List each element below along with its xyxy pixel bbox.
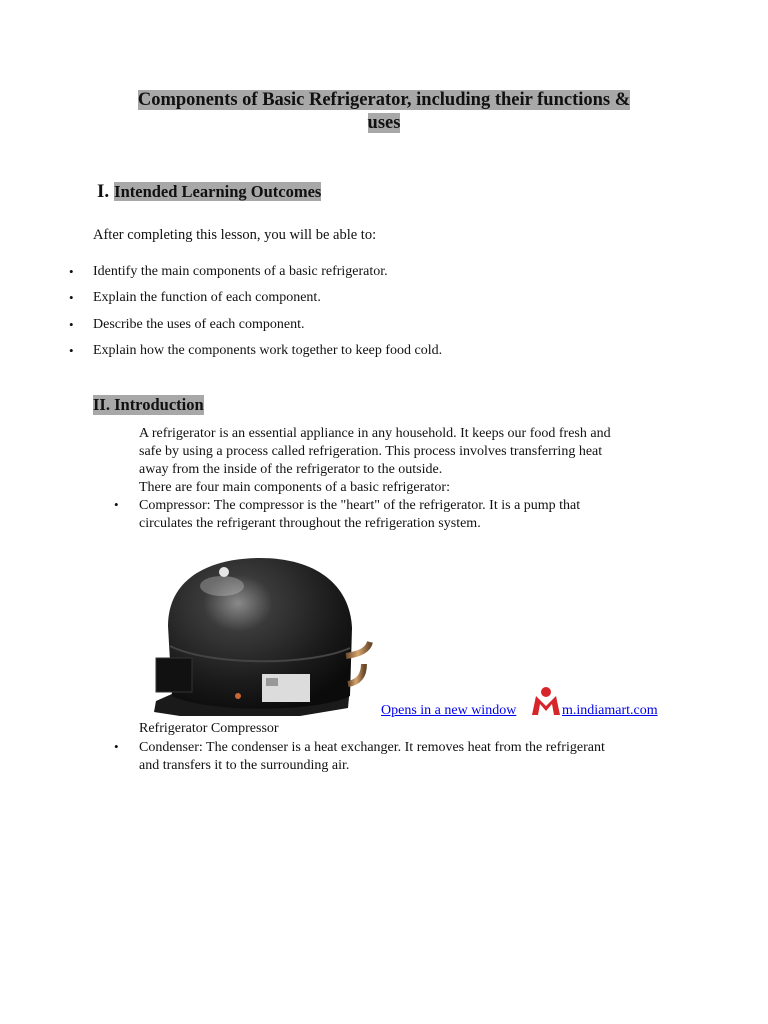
paragraph-line: A refrigerator is an essential appliance in any household. It keeps our food fresh and — [139, 426, 611, 441]
section-1-number: I. — [97, 181, 110, 202]
section-1-heading — [97, 181, 321, 203]
list-item — [0, 262, 442, 288]
paragraph-line: There are four main components of a basic refrigerator: — [139, 480, 450, 495]
list-item-text: Explain how the components work together to keep food cold. — [93, 342, 443, 358]
list-item-text: Explain the function of each component. — [93, 290, 321, 306]
bullet-icon: • — [69, 264, 74, 279]
bullet-icon: • — [114, 497, 119, 512]
list-item — [0, 341, 442, 367]
indiamart-logo-icon — [529, 686, 563, 716]
item-line: and transfers it to the surrounding air. — [139, 758, 350, 773]
condenser-item — [139, 739, 679, 775]
bullet-icon: • — [69, 290, 74, 306]
bullet-icon: • — [69, 316, 74, 332]
list-item-text: Identify the main components of a basic refrigerator. — [93, 264, 388, 279]
image-caption: Refrigerator Compressor — [139, 721, 279, 736]
title-line-1: Components of Basic Refrigerator, including their functions & — [137, 90, 631, 110]
item-line: Compressor: The compressor is the "heart" of the refrigerator. It is a pump that — [139, 498, 581, 513]
title-line-2: uses — [367, 113, 401, 133]
bullet-icon: • — [69, 342, 74, 358]
paragraph-line: safe by using a process called refrigeration. This process involves transferring heat — [139, 444, 603, 459]
list-item — [0, 315, 442, 341]
item-line: circulates the refrigerant throughout the refrigeration system. — [139, 516, 481, 531]
section-1-title: Intended Learning Outcomes — [114, 182, 322, 201]
compressor-item — [139, 497, 679, 533]
compressor-photo — [150, 556, 376, 718]
section-2-heading: II. Introduction — [93, 395, 204, 414]
item-line: Condenser: The condenser is a heat exchanger. It removes heat from the refrigerant — [139, 740, 605, 755]
indiamart-source-link[interactable]: m.indiamart.com — [562, 703, 658, 718]
learning-intro: After completing this lesson, you will be able to: — [93, 227, 377, 243]
bullet-icon: • — [114, 739, 119, 754]
list-item — [0, 288, 442, 314]
list-item-text: Describe the uses of each component. — [93, 316, 305, 332]
paragraph-line: away from the inside of the refrigerator to the outside. — [139, 462, 443, 477]
open-in-new-window-link[interactable]: Opens in a new window — [381, 703, 517, 718]
document-title — [0, 89, 768, 135]
learning-outcomes-list — [0, 262, 442, 367]
intro-paragraph — [139, 425, 679, 497]
